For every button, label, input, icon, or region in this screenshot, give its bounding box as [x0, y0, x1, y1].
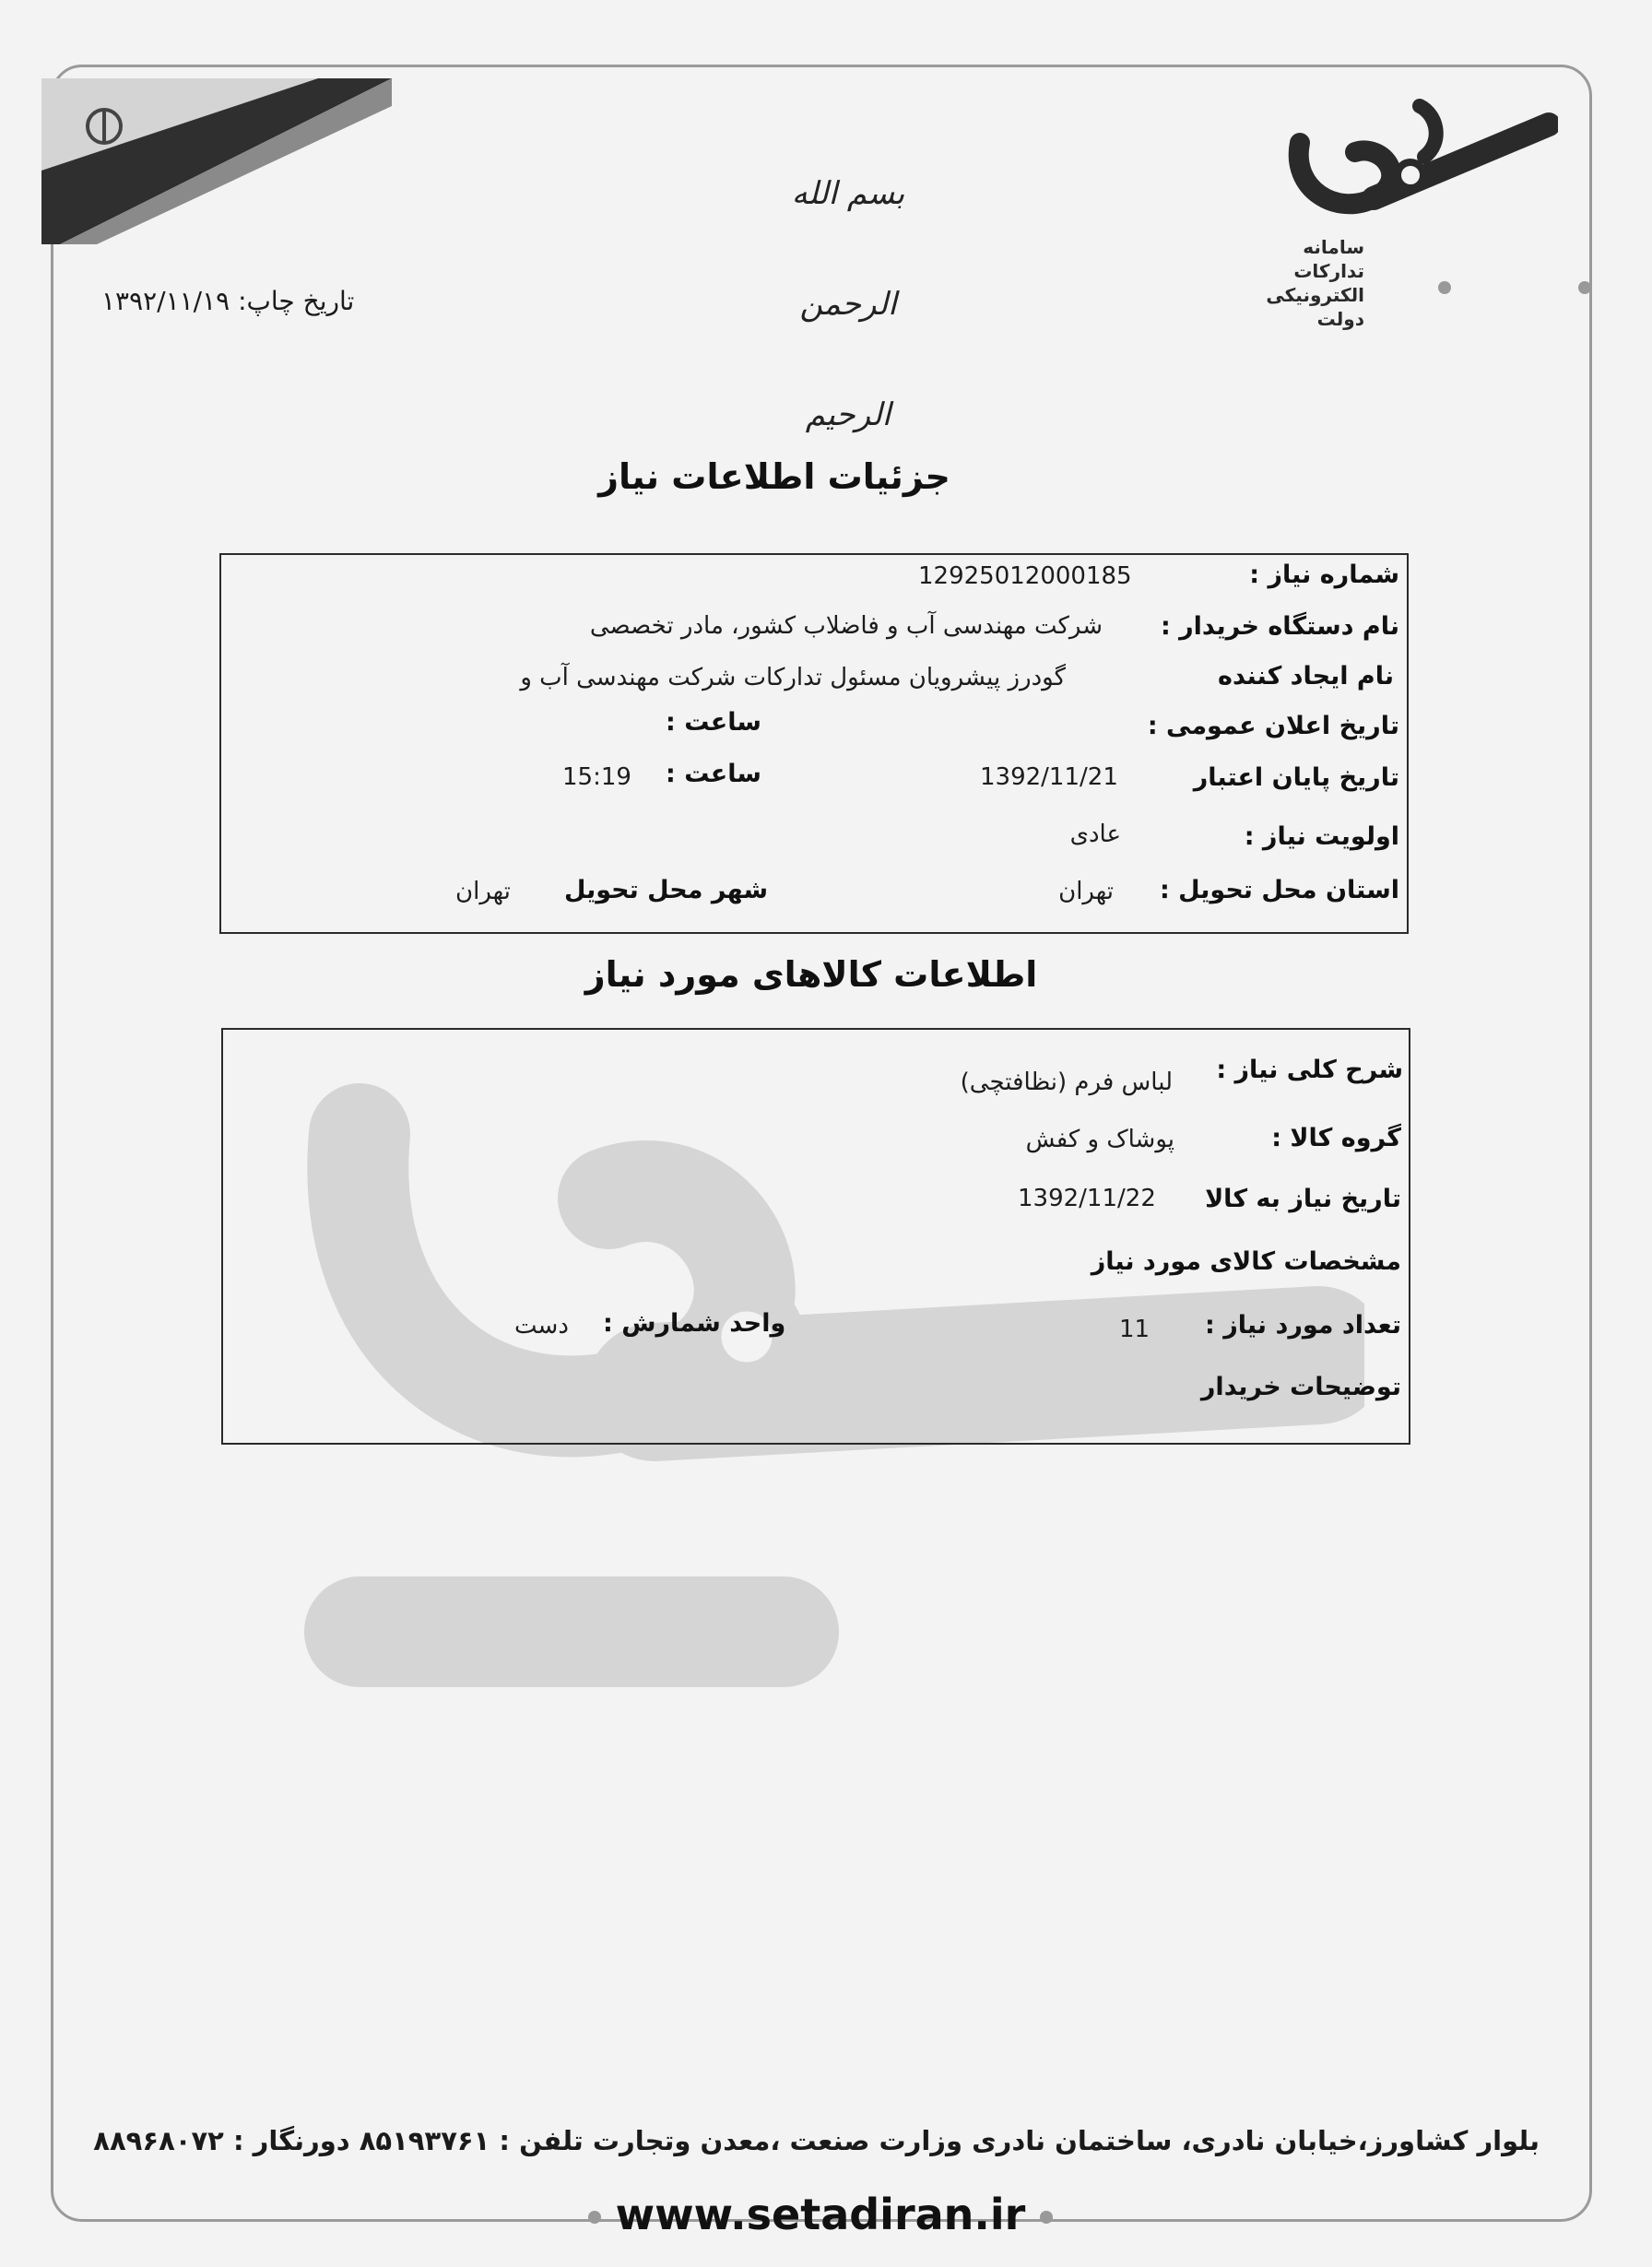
footer-address: بلوار کشاورز،خیابان نادری، ساختمان نادری وزارت صنعت ،معدن وتجارت تلفن : ۸۵۱۹۳۷۶۱ دورنگار : ۸۸۹۶۸۰۷۲ — [93, 2125, 1540, 2156]
unit-value: دست — [514, 1312, 569, 1340]
buyer-label: نام دستگاه خریدار : — [1160, 612, 1399, 641]
group-label: گروه کالا : — [1271, 1124, 1401, 1152]
bismillah-calligraphy: بسم الله الرحمن الرحیم — [791, 175, 905, 433]
expiry-date-value: 1392/11/21 — [980, 763, 1118, 791]
expiry-time-label: ساعت : — [666, 760, 761, 788]
need-number-value: 12925012000185 — [918, 562, 1132, 590]
need-details-title: جزئیات اطلاعات نیاز — [598, 456, 950, 497]
description-label: شرح کلی نیاز : — [1216, 1056, 1403, 1084]
province-value: تهران — [1058, 878, 1114, 905]
need-date-value: 1392/11/22 — [1018, 1185, 1156, 1212]
frame-rivet — [1578, 281, 1591, 294]
need-details-box — [219, 553, 1409, 934]
quantity-value: 11 — [1119, 1316, 1150, 1343]
buyer-notes-label: توضیحات خریدار — [1200, 1373, 1401, 1401]
city-value: تهران — [455, 878, 511, 905]
buyer-value: شرکت مهندسی آب و فاضلاب کشور، مادر تخصصی — [589, 612, 1103, 640]
frame-rivet — [1040, 2211, 1053, 2224]
priority-value: عادی — [1069, 821, 1121, 848]
group-value: پوشاک و کفش — [1025, 1126, 1174, 1153]
goods-title: اطلاعات کالاهای مورد نیاز — [584, 954, 1038, 995]
specs-label: مشخصات کالای مورد نیاز — [1091, 1247, 1401, 1276]
priority-label: اولویت نیاز : — [1244, 822, 1399, 851]
expiry-date-label: تاریخ پایان اعتبار — [1193, 763, 1399, 792]
print-date: تاریخ چاپ: ۱۳۹۲/۱۱/۱۹ — [101, 286, 355, 316]
website-link[interactable]: www.setadiran.ir — [615, 2190, 1026, 2239]
expiry-time-value: 15:19 — [562, 763, 631, 791]
logo-subtitle: سامانه تدارکات الکترونیکی دولت — [1266, 236, 1364, 330]
announce-date-label: تاریخ اعلان عمومی : — [1147, 712, 1399, 740]
goods-box — [221, 1028, 1410, 1445]
unit-label: واحد شمارش : — [603, 1309, 786, 1338]
need-number-label: شماره نیاز : — [1249, 561, 1399, 589]
iran-flag-emblem — [41, 69, 392, 244]
city-label: شهر محل تحویل — [564, 876, 769, 904]
quantity-label: تعداد مورد نیاز : — [1205, 1311, 1401, 1340]
need-date-label: تاریخ نیاز به کالا — [1205, 1185, 1401, 1213]
creator-label: نام ایجاد کننده — [1218, 662, 1394, 691]
creator-value: گودرز پیشرویان مسئول تدارکات شرکت مهندسی آب و — [520, 664, 1066, 691]
province-label: استان محل تحویل : — [1159, 876, 1399, 904]
frame-rivet — [1438, 281, 1451, 294]
announce-time-label: ساعت : — [666, 708, 761, 737]
description-value: لباس فرم (نظافتچی) — [960, 1069, 1173, 1096]
